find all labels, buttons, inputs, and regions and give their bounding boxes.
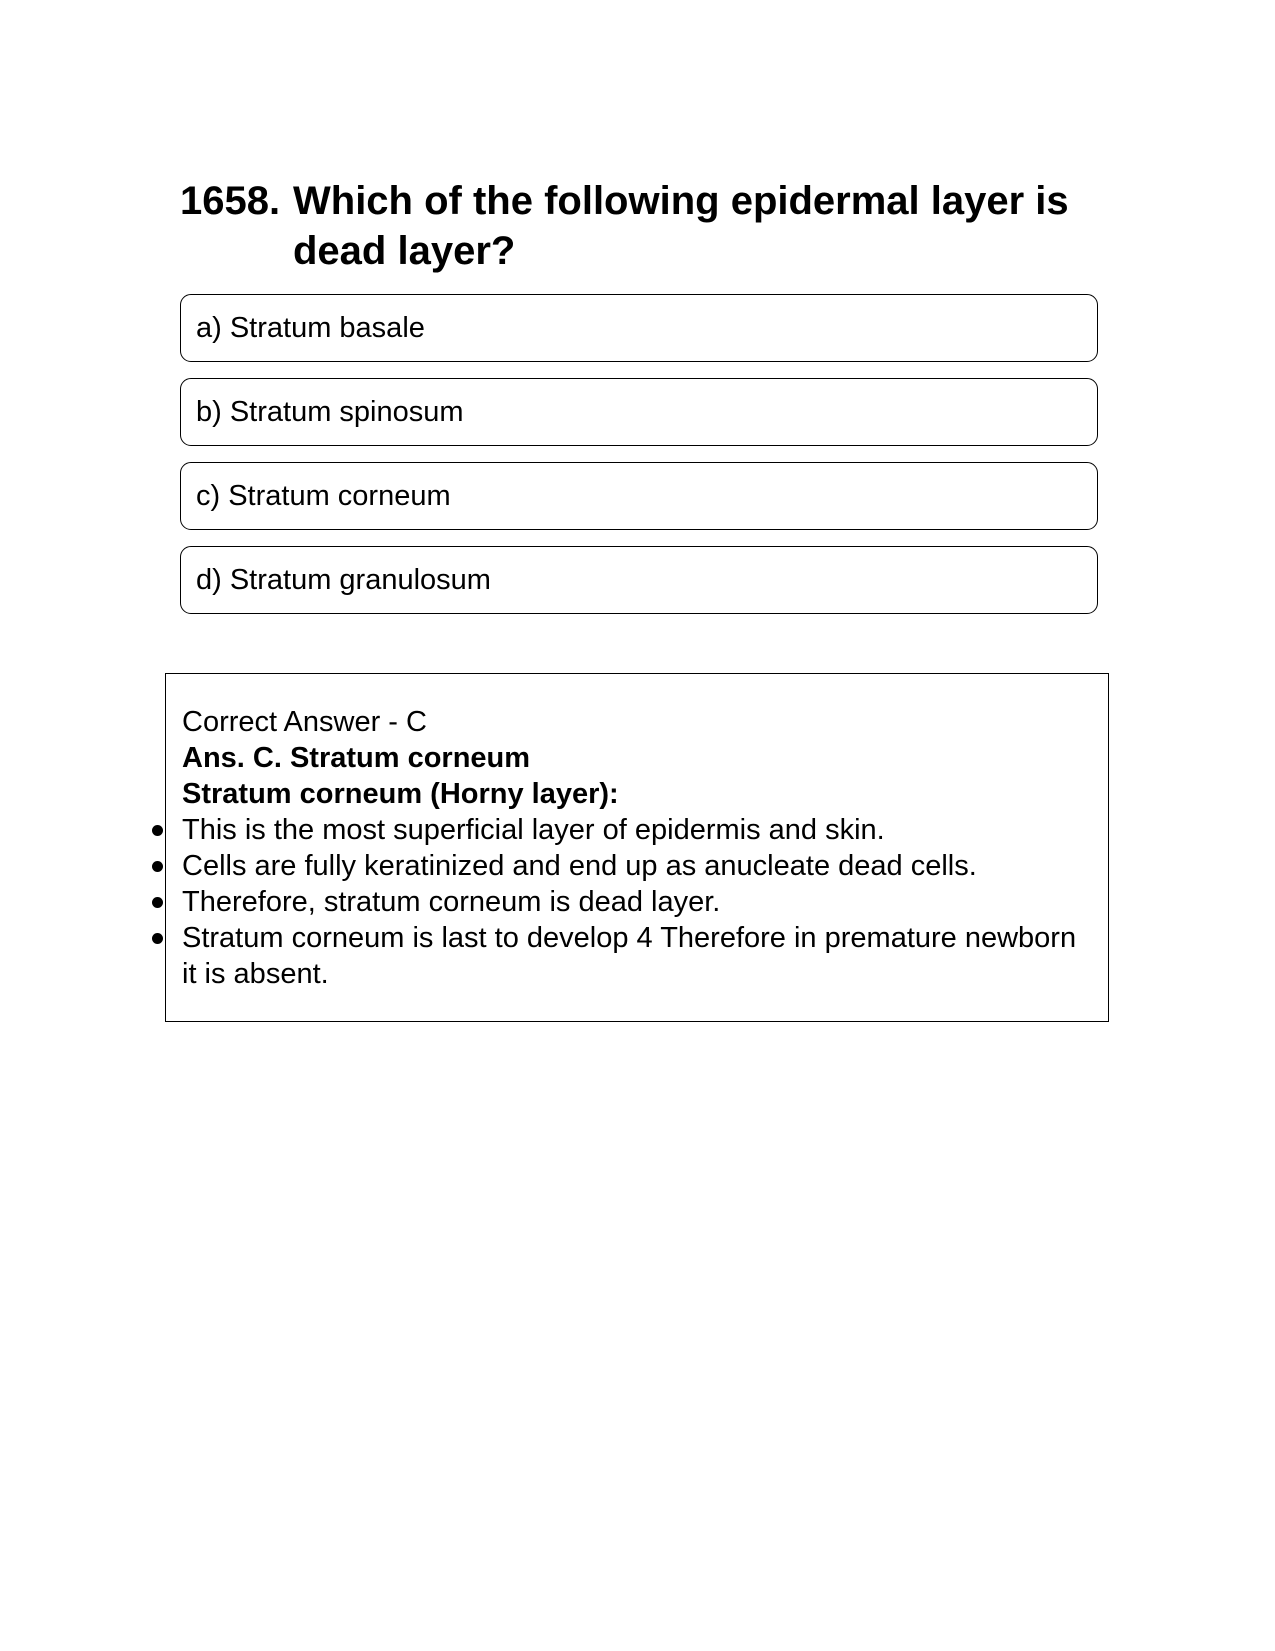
answer-content [182,704,1082,992]
correct-answer-line: Correct Answer - C [182,706,427,738]
option-b[interactable] [180,378,1098,446]
option-c[interactable] [180,462,1098,530]
bullet-item: Stratum corneum is last to develop 4 Therefore in premature newborn it is absent. [182,920,1082,992]
option-label: b) Stratum spinosum [196,395,464,428]
answer-heading: Ans. C. Stratum corneum [182,742,531,774]
bullet-item: Therefore, stratum corneum is dead layer. [182,884,1082,920]
option-label: c) Stratum corneum [196,479,451,512]
question-text: Which of the following epidermal layer is dead layer? [293,179,1069,273]
option-d[interactable] [180,546,1098,614]
option-label: d) Stratum granulosum [196,563,491,596]
option-a[interactable] [180,294,1098,362]
option-label: a) Stratum basale [196,311,425,344]
bullet-item: Cells are fully keratinized and end up as anucleate dead cells. [182,848,1082,884]
bullet-item: This is the most superficial layer of epidermis and skin. [182,812,1082,848]
answer-subheading: Stratum corneum (Horny layer): [182,778,619,810]
answer-explanation-box [165,673,1109,1022]
question-heading [180,176,1100,276]
explanation-bullets [182,812,1082,992]
question-number: 1658. [180,179,281,223]
options-list [180,294,1098,630]
